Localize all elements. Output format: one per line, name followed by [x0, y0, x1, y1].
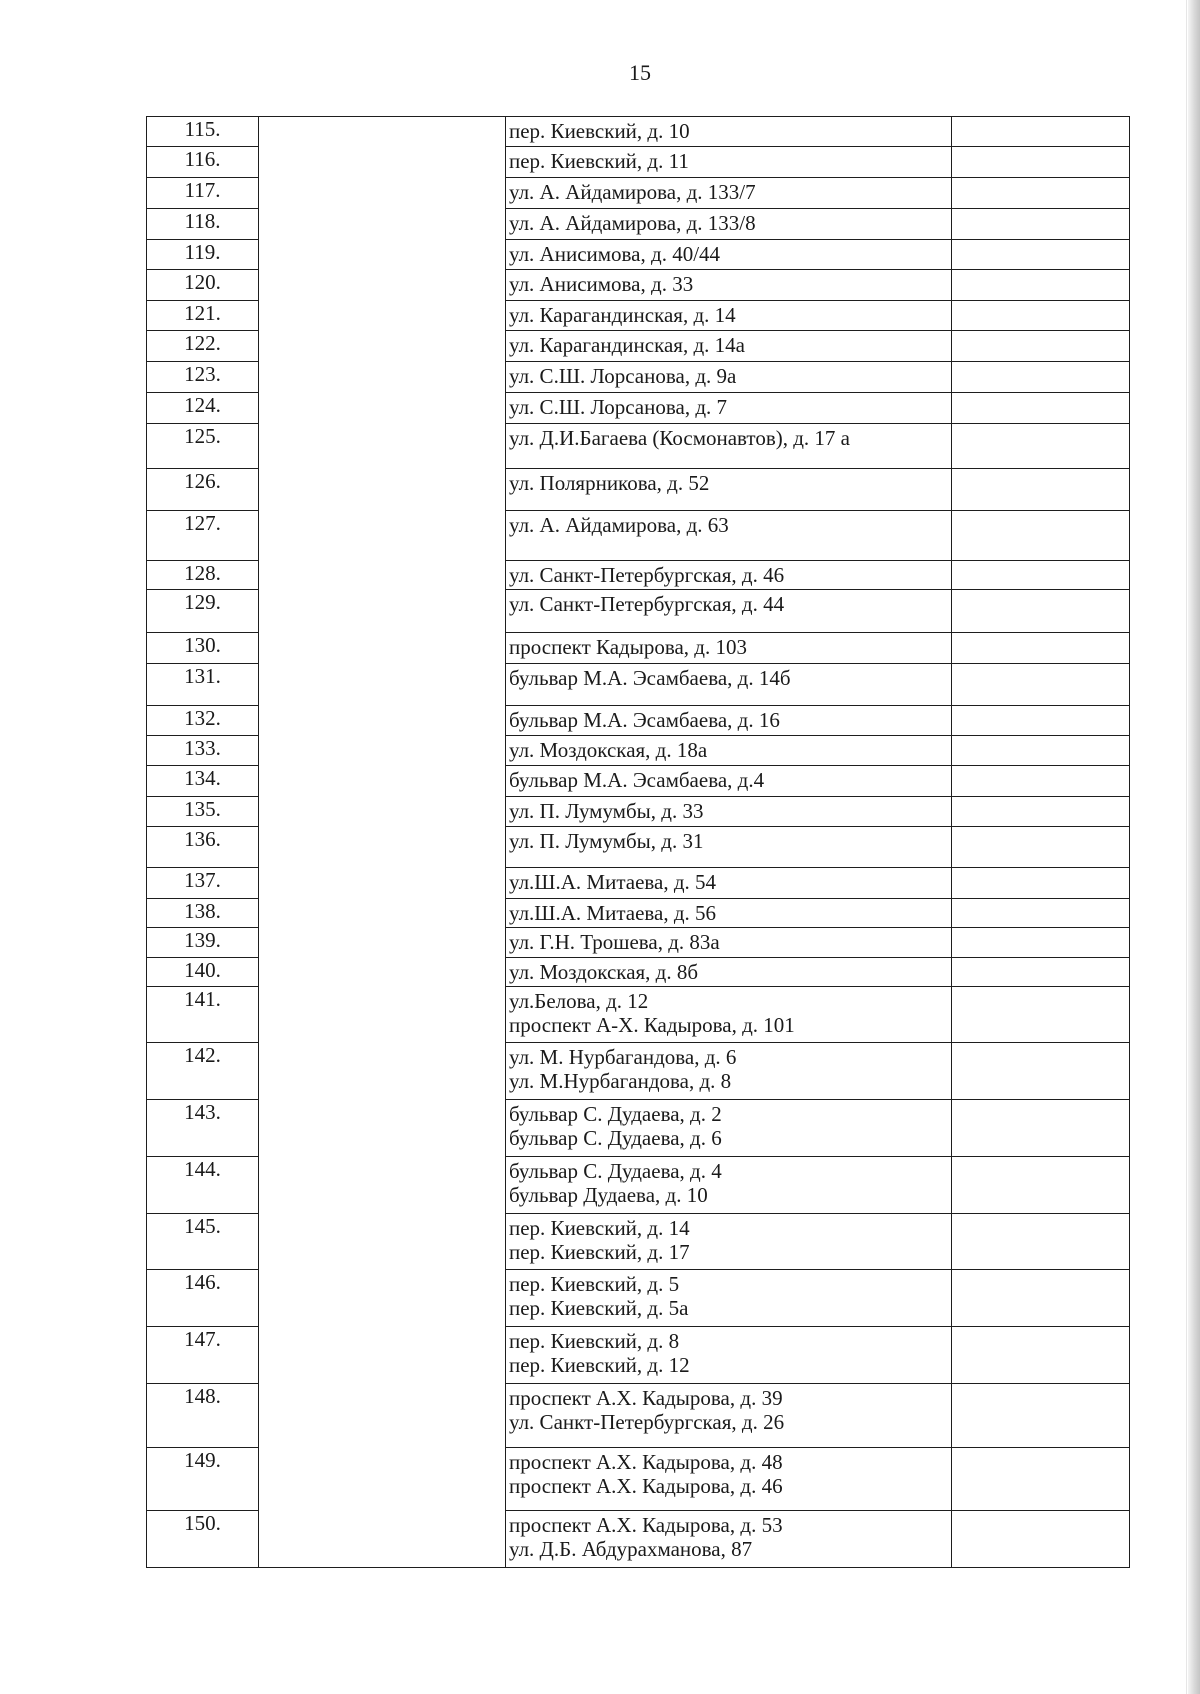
address-line: пер. Киевский, д. 10	[509, 119, 690, 143]
empty-cell	[952, 766, 1130, 797]
row-number: 135.	[147, 797, 259, 827]
address-line: проспект А.Х. Кадырова, д. 48	[509, 1450, 783, 1474]
merged-empty-column	[259, 117, 506, 1568]
address-line: бульвар С. Дудаева, д. 6	[509, 1126, 722, 1150]
empty-cell	[952, 664, 1130, 706]
address-cell	[506, 117, 952, 147]
empty-cell	[952, 827, 1130, 868]
address-cell	[506, 766, 952, 797]
address-line: ул. М.Нурбагандова, д. 8	[509, 1069, 732, 1093]
row-number: 144.	[147, 1157, 259, 1214]
address-line: ул. А. Айдамирова, д. 63	[509, 513, 729, 537]
address-cell	[506, 590, 952, 633]
empty-cell	[952, 1214, 1130, 1270]
row-number: 126.	[147, 469, 259, 511]
address-line: ул. Карагандинская, д. 14а	[509, 333, 745, 357]
empty-cell	[952, 706, 1130, 736]
address-line: бульвар М.А. Эсамбаева, д. 14б	[509, 666, 791, 690]
address-cell	[506, 958, 952, 987]
empty-cell	[952, 736, 1130, 766]
address-line: ул. Санкт-Петербургская, д. 44	[509, 592, 785, 616]
address-line: пер. Киевский, д. 5а	[509, 1296, 689, 1320]
empty-cell	[952, 1100, 1130, 1157]
address-cell	[506, 147, 952, 178]
empty-cell	[952, 633, 1130, 664]
address-cell	[506, 899, 952, 928]
empty-cell	[952, 301, 1130, 331]
row-number: 117.	[147, 178, 259, 209]
empty-cell	[952, 270, 1130, 301]
address-line: ул. М. Нурбагандова, д. 6	[509, 1045, 737, 1069]
address-line: пер. Киевский, д. 14	[509, 1216, 690, 1240]
address-line: проспект А.Х. Кадырова, д. 39	[509, 1386, 783, 1410]
address-line: ул. Анисимова, д. 40/44	[509, 242, 721, 266]
row-number: 119.	[147, 240, 259, 270]
address-line: ул. П. Лумумбы, д. 33	[509, 799, 704, 823]
row-number: 131.	[147, 664, 259, 706]
row-number: 130.	[147, 633, 259, 664]
row-number: 118.	[147, 209, 259, 240]
empty-cell	[952, 928, 1130, 958]
address-cell	[506, 987, 952, 1043]
empty-cell	[952, 899, 1130, 928]
address-line: проспект Кадырова, д. 103	[509, 635, 747, 659]
row-number: 139.	[147, 928, 259, 958]
row-number: 150.	[147, 1511, 259, 1568]
address-cell	[506, 1100, 952, 1157]
address-cell	[506, 736, 952, 766]
empty-cell	[952, 561, 1130, 590]
address-line: ул.Белова, д. 12	[509, 989, 649, 1013]
empty-cell	[952, 590, 1130, 633]
address-cell	[506, 331, 952, 362]
empty-cell	[952, 393, 1130, 424]
row-number: 143.	[147, 1100, 259, 1157]
empty-cell	[952, 147, 1130, 178]
address-cell	[506, 706, 952, 736]
address-cell	[506, 1214, 952, 1270]
empty-cell	[952, 1448, 1130, 1511]
address-cell	[506, 393, 952, 424]
address-line: ул.Ш.А. Митаева, д. 56	[509, 901, 717, 925]
address-line: ул.Ш.А. Митаева, д. 54	[509, 870, 717, 894]
address-line: бульвар М.А. Эсамбаева, д.4	[509, 768, 765, 792]
address-cell	[506, 797, 952, 827]
address-line: ул. С.Ш. Лорсанова, д. 9а	[509, 364, 737, 388]
empty-cell	[952, 1157, 1130, 1214]
row-number: 124.	[147, 393, 259, 424]
empty-cell	[952, 868, 1130, 899]
address-line: ул. Моздокская, д. 8б	[509, 960, 699, 984]
empty-cell	[952, 1384, 1130, 1448]
empty-cell	[952, 797, 1130, 827]
address-cell	[506, 561, 952, 590]
row-number: 129.	[147, 590, 259, 633]
row-number: 137.	[147, 868, 259, 899]
address-cell	[506, 1448, 952, 1511]
empty-cell	[952, 240, 1130, 270]
row-number: 115.	[147, 117, 259, 147]
row-number: 120.	[147, 270, 259, 301]
address-cell	[506, 1384, 952, 1448]
address-line: ул. Моздокская, д. 18а	[509, 738, 708, 762]
address-line: пер. Киевский, д. 5	[509, 1272, 680, 1296]
address-line: бульвар С. Дудаева, д. 2	[509, 1102, 722, 1126]
address-line: ул. Санкт-Петербургская, д. 46	[509, 563, 785, 587]
row-number: 141.	[147, 987, 259, 1043]
empty-cell	[952, 362, 1130, 393]
empty-cell	[952, 987, 1130, 1043]
address-line: ул. Г.Н. Трошева, д. 83а	[509, 930, 720, 954]
address-cell	[506, 209, 952, 240]
empty-cell	[952, 469, 1130, 511]
address-line: ул. Санкт-Петербургская, д. 26	[509, 1410, 785, 1434]
table-row	[147, 117, 1130, 147]
address-cell	[506, 424, 952, 469]
empty-cell	[952, 1270, 1130, 1327]
row-number: 125.	[147, 424, 259, 469]
empty-cell	[952, 117, 1130, 147]
row-number: 146.	[147, 1270, 259, 1327]
empty-cell	[952, 1327, 1130, 1384]
empty-cell	[952, 958, 1130, 987]
address-cell	[506, 270, 952, 301]
address-line: пер. Киевский, д. 12	[509, 1353, 690, 1377]
address-table	[146, 116, 1130, 1568]
address-cell	[506, 1043, 952, 1100]
row-number: 140.	[147, 958, 259, 987]
address-table-body	[147, 117, 1130, 1568]
row-number: 138.	[147, 899, 259, 928]
address-line: проспект А-Х. Кадырова, д. 101	[509, 1013, 795, 1037]
address-cell	[506, 362, 952, 393]
address-cell	[506, 868, 952, 899]
address-cell	[506, 511, 952, 561]
address-cell	[506, 301, 952, 331]
address-line: ул. С.Ш. Лорсанова, д. 7	[509, 395, 727, 419]
address-cell	[506, 1327, 952, 1384]
address-line: пер. Киевский, д. 11	[509, 149, 689, 173]
row-number: 121.	[147, 301, 259, 331]
row-number: 127.	[147, 511, 259, 561]
address-cell	[506, 827, 952, 868]
row-number: 116.	[147, 147, 259, 178]
row-number: 149.	[147, 1448, 259, 1511]
empty-cell	[952, 1043, 1130, 1100]
address-line: бульвар М.А. Эсамбаева, д. 16	[509, 708, 780, 732]
page-number: 15	[629, 60, 651, 85]
empty-cell	[952, 209, 1130, 240]
scan-edge-line	[1186, 0, 1187, 1694]
address-line: бульвар Дудаева, д. 10	[509, 1183, 708, 1207]
empty-cell	[952, 511, 1130, 561]
row-number: 134.	[147, 766, 259, 797]
empty-cell	[952, 1511, 1130, 1568]
address-cell	[506, 240, 952, 270]
address-cell	[506, 928, 952, 958]
empty-cell	[952, 331, 1130, 362]
row-number: 142.	[147, 1043, 259, 1100]
address-line: ул. А. Айдамирова, д. 133/8	[509, 211, 756, 235]
address-line: ул. Анисимова, д. 33	[509, 272, 694, 296]
row-number: 148.	[147, 1384, 259, 1448]
row-number: 136.	[147, 827, 259, 868]
address-cell	[506, 469, 952, 511]
row-number: 128.	[147, 561, 259, 590]
address-line: пер. Киевский, д. 8	[509, 1329, 680, 1353]
row-number: 145.	[147, 1214, 259, 1270]
address-line: ул. Карагандинская, д. 14	[509, 303, 736, 327]
address-line: ул. Д.Б. Абдурахманова, 87	[509, 1537, 753, 1561]
address-cell	[506, 633, 952, 664]
address-line: пер. Киевский, д. 17	[509, 1240, 690, 1264]
address-line: ул. Полярникова, д. 52	[509, 471, 710, 495]
address-cell	[506, 178, 952, 209]
row-number: 133.	[147, 736, 259, 766]
address-line: проспект А.Х. Кадырова, д. 46	[509, 1474, 783, 1498]
address-line: ул. Д.И.Багаева (Космонавтов), д. 17 а	[509, 426, 850, 450]
address-cell	[506, 1511, 952, 1568]
address-line: ул. А. Айдамирова, д. 133/7	[509, 180, 756, 204]
empty-cell	[952, 178, 1130, 209]
row-number: 132.	[147, 706, 259, 736]
row-number: 123.	[147, 362, 259, 393]
address-cell	[506, 1270, 952, 1327]
address-cell	[506, 1157, 952, 1214]
row-number: 122.	[147, 331, 259, 362]
address-line: бульвар С. Дудаева, д. 4	[509, 1159, 722, 1183]
address-line: ул. П. Лумумбы, д. 31	[509, 829, 704, 853]
address-cell	[506, 664, 952, 706]
empty-cell	[952, 424, 1130, 469]
address-line: проспект А.Х. Кадырова, д. 53	[509, 1513, 783, 1537]
scan-page-edge	[1188, 0, 1200, 1694]
row-number: 147.	[147, 1327, 259, 1384]
